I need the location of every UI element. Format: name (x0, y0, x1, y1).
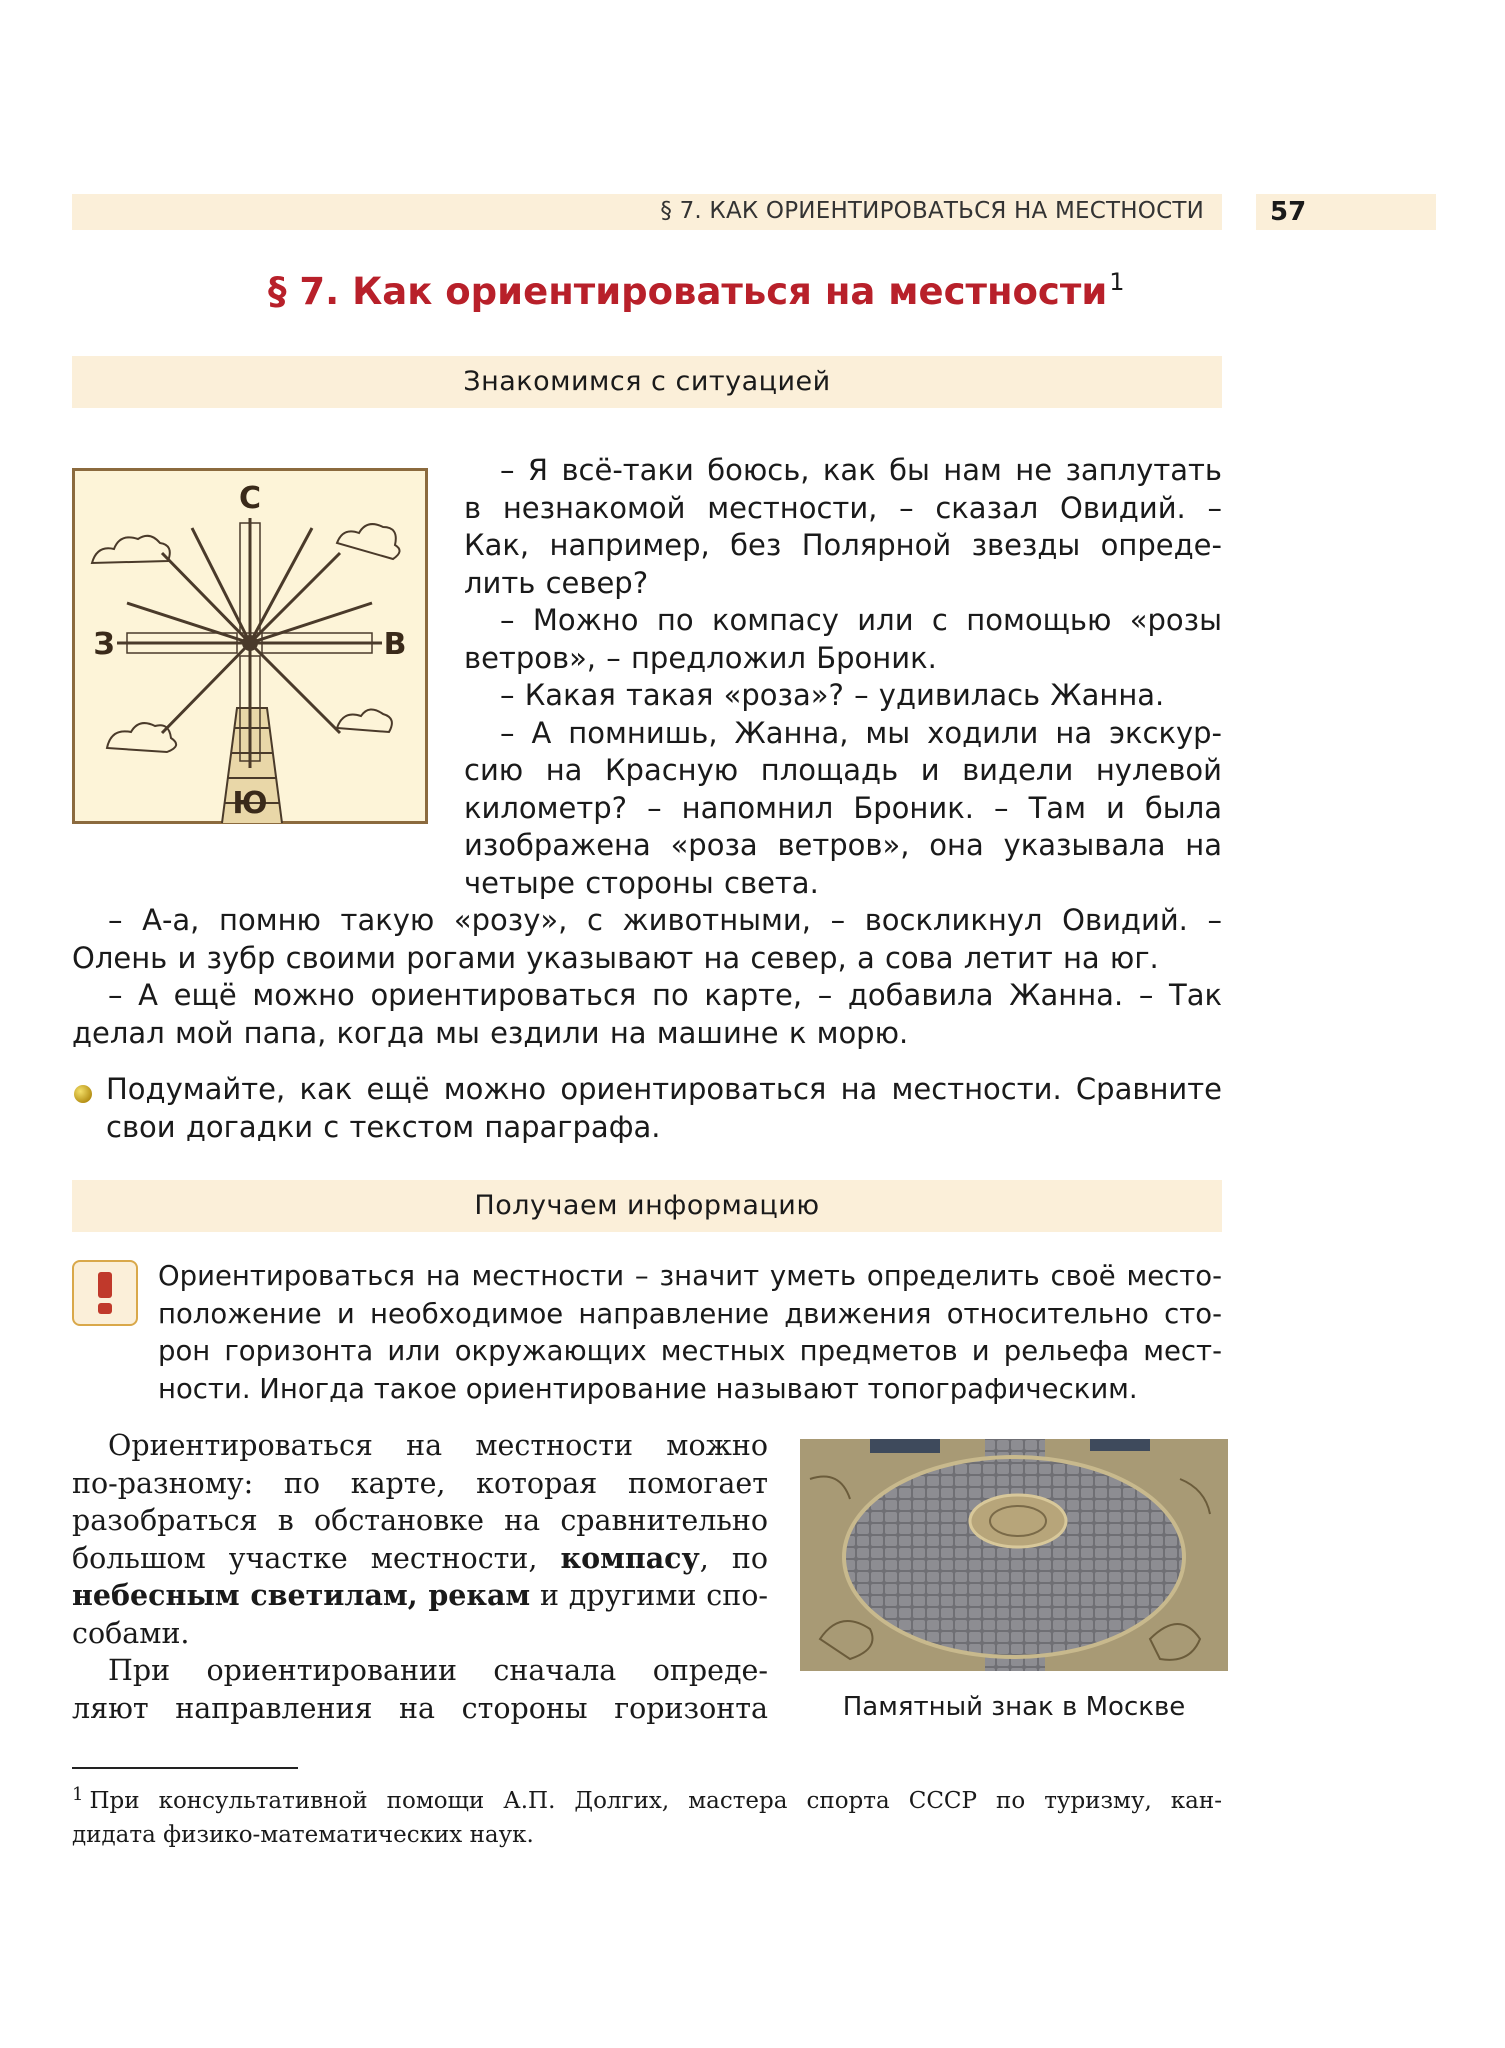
wind-rose-illustration (72, 468, 428, 824)
story-line: – Какая такая «роза»? – удивилась Жанна. (500, 678, 1165, 712)
compass-letter-west: З (93, 627, 115, 662)
story-line: четыре стороны света. (464, 865, 819, 900)
body-line: Ориентироваться на местности можно (108, 1429, 768, 1462)
body-line: разобраться в обстановке на сравнительно (72, 1504, 768, 1537)
question-line: Подумайте, как ещё можно ориентироваться на местности. Сравните (106, 1072, 1222, 1106)
zero-kilometer-photo (800, 1439, 1228, 1671)
footnote-line: дидата физико-математических наук. (72, 1822, 534, 1848)
footnote (72, 1778, 1222, 1852)
story-line: ветров», – предложил Броник. (464, 640, 937, 675)
body-line: большом участке местности, компасу, по (72, 1540, 768, 1575)
exclamation-icon (72, 1260, 138, 1326)
body-line: При ориентировании сначала опреде- (108, 1654, 768, 1687)
page-number-box (1256, 194, 1436, 230)
footnote-mark: 1 (72, 1784, 84, 1805)
definition-line: положение и необходимое направление движения относительно сто- (158, 1297, 1222, 1330)
story-text-right (464, 452, 1222, 902)
footnote-divider (72, 1767, 298, 1769)
compass-letter-east: В (383, 627, 407, 662)
story-line: лить север? (464, 565, 649, 600)
photo-caption: Памятный знак в Москве (842, 1692, 1186, 1722)
question-line: свои догадки с текстом параграфа. (106, 1109, 661, 1144)
story-line: Как, например, без Полярной звезды опреде- (464, 528, 1222, 562)
story-line: – А ещё можно ориентироваться по карте, – добавила Жанна. – Так (108, 978, 1222, 1012)
story-line: делал мой папа, когда мы ездили на машине к морю. (72, 1015, 909, 1050)
story-line: – А-а, помню такую «розу», с животными, – воскликнул Овидий. – (108, 903, 1222, 937)
definition-line: Ориентироваться на местности – значит уметь определить своё место- (158, 1260, 1222, 1292)
compass-letter-north: С (238, 481, 262, 516)
story-line: – А помнишь, Жанна, мы ходили на экскур- (500, 715, 1222, 750)
section-heading-information: Получаем информацию (72, 1180, 1222, 1232)
title-footnote-mark: 1 (1109, 268, 1125, 296)
story-line: изображена «роза ветров», она указывала на (464, 828, 1222, 862)
bold-term-compass: компасу (560, 1540, 700, 1575)
story-line: – Можно по компасу или с помощью «розы (500, 603, 1222, 637)
body-line: небесным светилам, рекам и другими спо- (72, 1578, 768, 1612)
story-line: километр? – напомнил Броник. – Там и была (464, 790, 1222, 825)
compass-letter-south: Ю (232, 786, 268, 821)
body-line: по-разному: по карте, которая помогает (72, 1466, 768, 1500)
footnote-line: $^1$ При консультативной помощи А.П. Долгих, мастера спорта СССР по туризму, кан- (72, 1784, 1222, 1814)
page-title-text: § 7. Как ориентироваться на местности (268, 270, 1108, 313)
definition-text (158, 1258, 1222, 1408)
running-header-title: § 7. КАК ОРИЕНТИРОВАТЬСЯ НА МЕСТНОСТИ (660, 198, 1204, 224)
story-text-full (72, 902, 1222, 1052)
body-text (72, 1427, 768, 1727)
story-line: – Я всё-таки боюсь, как бы нам не заплутать (500, 453, 1222, 487)
bullet-icon (74, 1085, 92, 1103)
story-line: сию на Красную площадь и видели нулевой (464, 753, 1222, 787)
section-heading-situation: Знакомимся с ситуацией (72, 356, 1222, 408)
bold-term-celestial: небесным светилам, рекам (72, 1578, 531, 1612)
story-line: в незнакомой местности, – сказал Овидий. – (464, 490, 1222, 525)
page-title (268, 268, 1125, 313)
running-header (72, 194, 1222, 230)
body-line: ляют направления на стороны горизонта (72, 1691, 768, 1725)
story-line: Олень и зубр своими рогами указывают на север, а сова летит на юг. (72, 940, 1159, 975)
definition-line: ности. Иногда такое ориентирование называют топографическим. (158, 1372, 1138, 1405)
page-number: 57 (1270, 197, 1307, 227)
question-text (106, 1071, 1222, 1146)
definition-line: рон горизонта или окружающих местных предметов и рельефа мест- (158, 1335, 1222, 1367)
body-line: собами. (72, 1616, 190, 1650)
